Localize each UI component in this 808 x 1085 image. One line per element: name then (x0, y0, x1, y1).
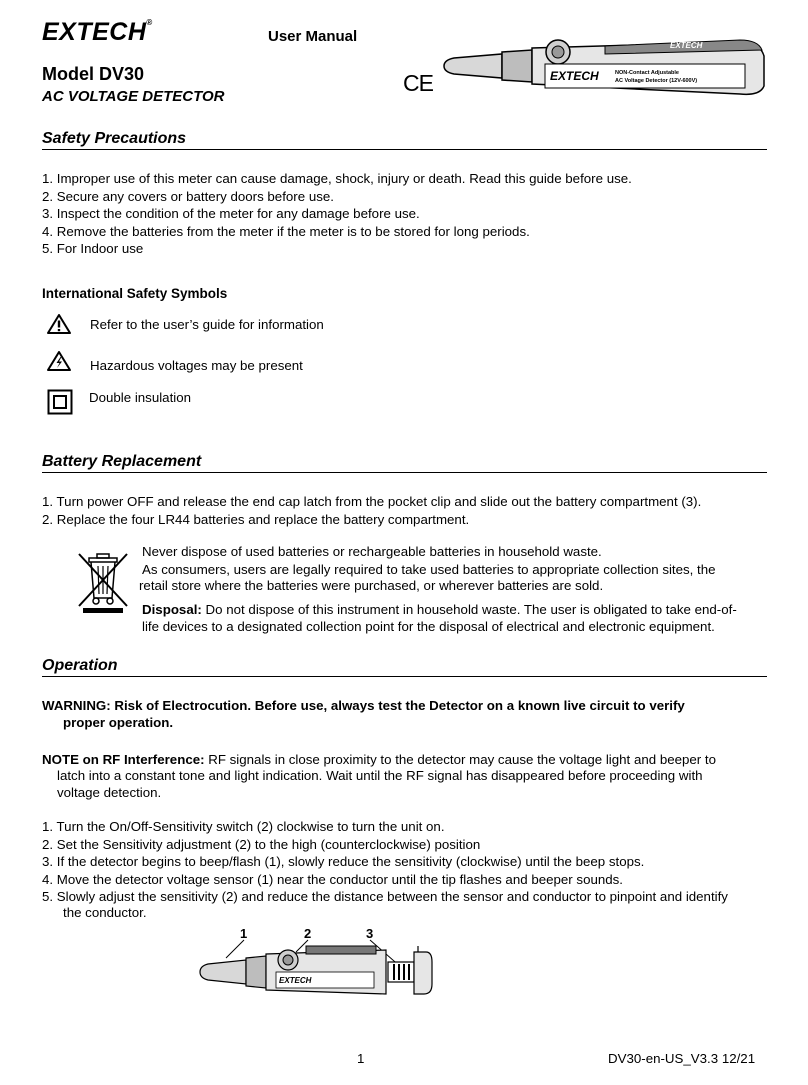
list-item: 4. Move the detector voltage sensor (1) near the conductor until the tip flashes and beeper sounds. (42, 871, 623, 887)
crossed-bin-icon (75, 548, 131, 614)
device-label-brand: EXTECH (550, 69, 599, 83)
high-voltage-triangle-icon (46, 350, 72, 372)
disposal-line-1 (142, 601, 737, 619)
section-safety-precautions: Safety Precautions (42, 130, 767, 150)
warning-triangle-icon (46, 313, 72, 335)
disposal-line-2: life devices to a designated collection point for the disposal of electrical and electronic equipment. (142, 619, 715, 634)
detector-illustration-labeled (196, 938, 436, 1002)
double-insulation-icon (47, 389, 73, 415)
battery-list (42, 493, 772, 528)
symbol-text-insulation: Double insulation (89, 390, 192, 405)
warning-line-2: proper operation. (63, 715, 174, 730)
callout-2: 2 (304, 926, 312, 941)
callout-1: 1 (240, 926, 248, 941)
disposal-text: Do not dispose of this instrument in household waste. The user is obligated to take end-of- (201, 602, 737, 617)
list-item: 2. Set the Sensitivity adjustment (2) to the high (counterclockwise) position (42, 836, 481, 852)
dispose-line-1: Never dispose of used batteries or rechargeable batteries in household waste. (142, 544, 602, 559)
symbols-heading: International Safety Symbols (42, 286, 228, 301)
list-item: 1. Turn the On/Off-Sensitivity switch (2) clockwise to turn the unit on. (42, 819, 445, 834)
step-5-continued: the conductor. (63, 905, 147, 920)
note-label: NOTE on RF Interference: (42, 752, 205, 767)
list-item: 1. Turn power OFF and release the end cap latch from the pocket clip and slide out the battery compartment (3). (42, 494, 702, 509)
operation-steps (42, 818, 772, 906)
note-text: RF signals in close proximity to the detector may cause the voltage light and beeper to (204, 752, 717, 767)
symbol-text-hazard: Hazardous voltages may be present (90, 358, 303, 373)
list-item: 3. If the detector begins to beep/flash (1), slowly reduce the sensitivity (clockwise) until the beep stops. (42, 854, 645, 870)
ce-mark: CE (403, 70, 433, 96)
list-item: 1. Improper use of this meter can cause damage, shock, injury or death. Read this guide before use. (42, 171, 632, 186)
product-subtitle: AC VOLTAGE DETECTOR (42, 88, 225, 105)
symbol-text-guide: Refer to the user’s guide for information (90, 317, 324, 332)
list-item: 5. Slowly adjust the sensitivity (2) and reduce the distance between the sensor and conductor to pinpoint and identify (42, 889, 728, 905)
document-id: DV30-en-US_V3.3 12/21 (608, 1051, 756, 1066)
page-number: 1 (357, 1051, 365, 1066)
note-line-3: voltage detection. (57, 785, 162, 800)
list-item: 2. Secure any covers or battery doors before use. (42, 188, 334, 204)
list-item: 4. Remove the batteries from the meter if the meter is to be stored for long periods. (42, 223, 530, 239)
detector-illustration-top (440, 36, 770, 102)
document-type: User Manual (268, 28, 358, 45)
device-label-line1: NON-Contact Adjustable (615, 70, 679, 76)
dispose-line-2: As consumers, users are legally required to take used batteries to appropriate collection sites, the (142, 562, 716, 577)
section-operation: Operation (42, 657, 767, 677)
device2-brand: EXTECH (279, 976, 312, 985)
safety-list (42, 170, 772, 258)
callout-3: 3 (366, 926, 374, 941)
list-item: 2. Replace the four LR44 batteries and replace the battery compartment. (42, 511, 470, 527)
section-battery-replacement: Battery Replacement (42, 453, 767, 473)
device-label-line2: AC Voltage Detector (12V-600V) (615, 78, 698, 84)
warning-line-1: WARNING: Risk of Electrocution. Before use, always test the Detector on a known live circuit to verify (42, 698, 685, 713)
extech-logo: EXTECH® (42, 18, 153, 46)
disposal-label: Disposal: (142, 602, 202, 617)
model-title: Model DV30 (42, 64, 145, 84)
note-line-2: latch into a constant tone and light indication. Wait until the RF signal has disappeared before proceeding with (57, 768, 703, 783)
list-item: 3. Inspect the condition of the meter for any damage before use. (42, 206, 420, 222)
dispose-line-3: retail store where the batteries were purchased, or wherever batteries are sold. (139, 578, 604, 593)
list-item: 5. For Indoor use (42, 241, 144, 257)
clip-brand: EXTECH (670, 41, 703, 50)
